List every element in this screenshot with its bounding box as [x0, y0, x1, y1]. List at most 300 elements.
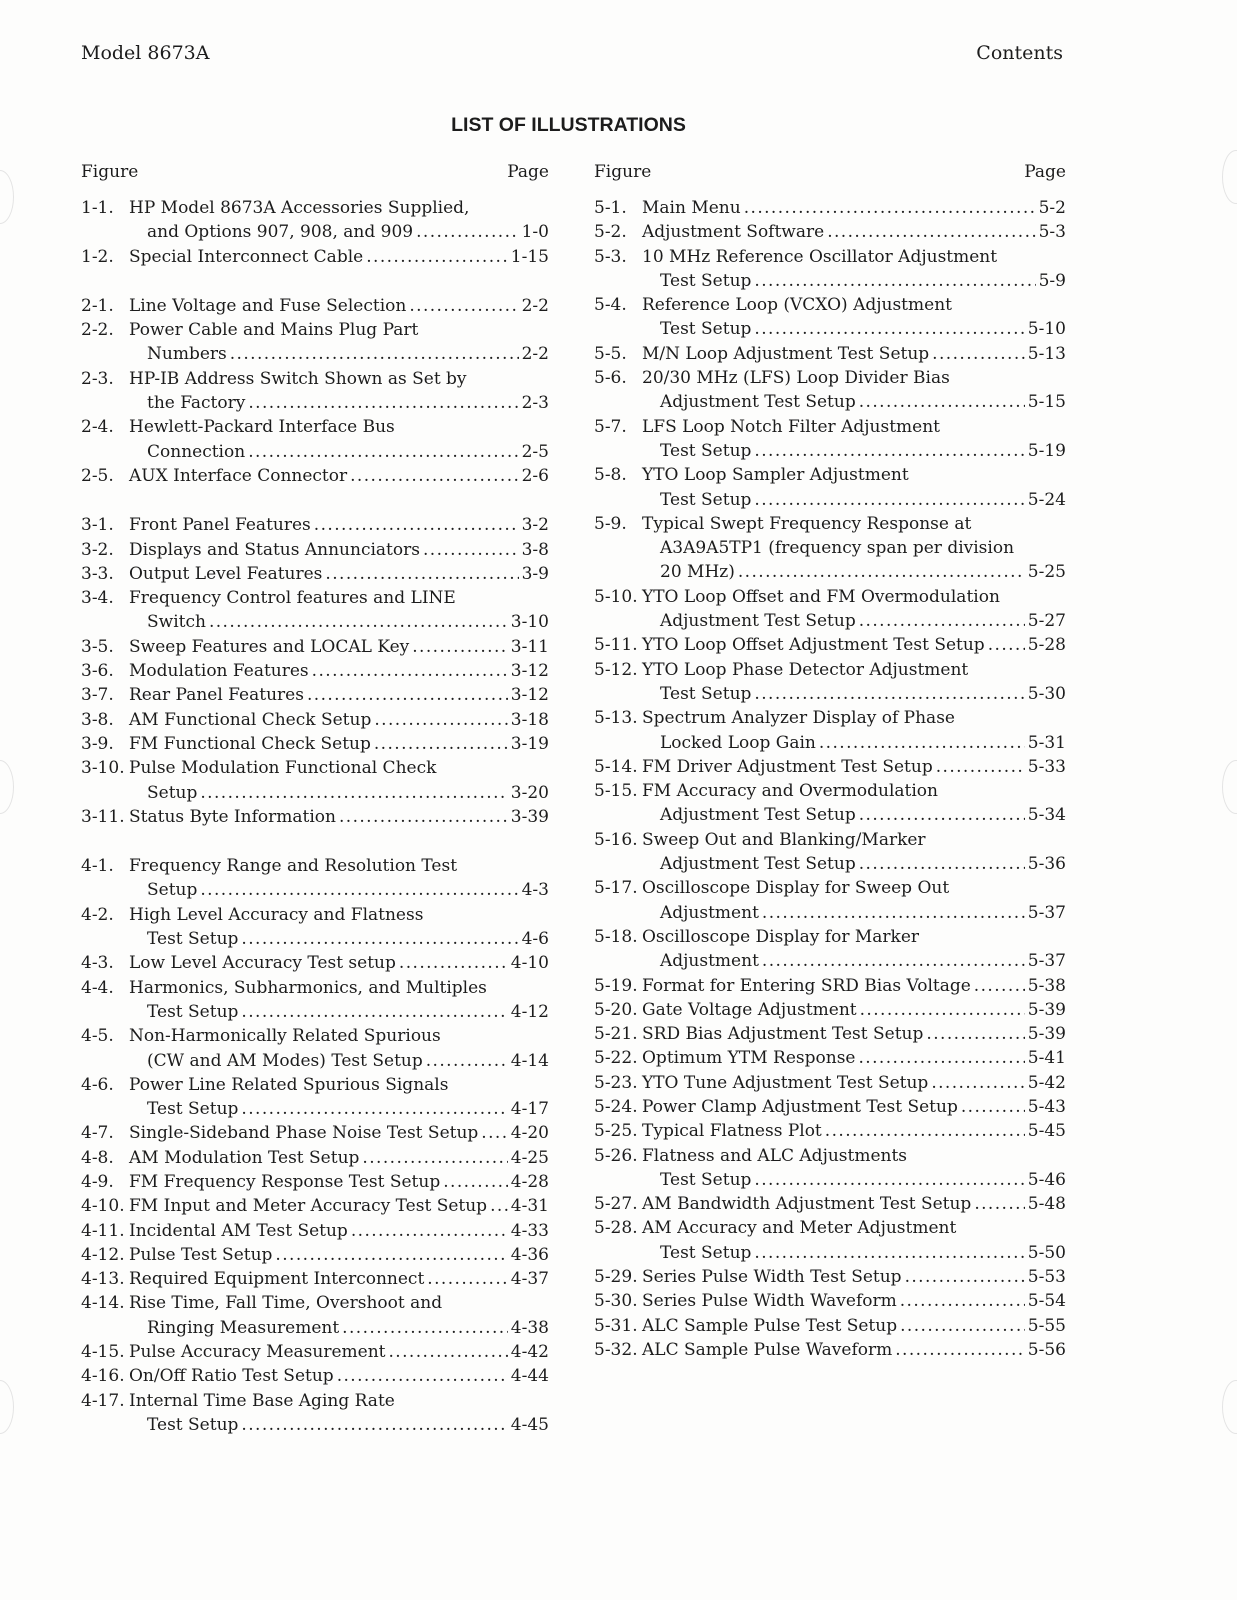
figure-caption: Status Byte Information	[129, 806, 336, 827]
entry-line	[81, 1340, 549, 1364]
figure-entry[interactable]	[594, 706, 1066, 755]
figure-entry[interactable]	[594, 1338, 1066, 1362]
dot-leader	[481, 1121, 508, 1145]
figure-number: 4-6.	[81, 1074, 114, 1095]
figure-caption: Test Setup	[660, 1169, 752, 1190]
figure-caption: AM Functional Check Setup	[129, 709, 372, 730]
dot-leader	[905, 1265, 1025, 1289]
figure-entry[interactable]	[81, 586, 549, 635]
figure-number: 4-8.	[81, 1147, 114, 1168]
figure-entry[interactable]	[594, 779, 1066, 828]
figure-caption: Incidental AM Test Setup	[129, 1220, 348, 1241]
figure-caption: Test Setup	[660, 319, 752, 340]
entry-line	[594, 415, 1066, 439]
figure-entry[interactable]	[594, 1265, 1066, 1289]
figure-caption: Power Line Related Spurious Signals	[129, 1074, 449, 1095]
entry-line	[594, 536, 1066, 560]
dot-leader	[312, 659, 508, 683]
dot-leader	[241, 1000, 507, 1024]
entry-line	[81, 781, 549, 805]
dot-leader	[409, 294, 518, 318]
figure-caption: the Factory	[147, 393, 246, 414]
dot-leader	[351, 1219, 508, 1243]
figure-number: 5-18.	[594, 926, 638, 947]
figure-number: 2-2.	[81, 320, 114, 341]
figure-entry[interactable]	[81, 1121, 549, 1145]
dot-leader	[827, 220, 1035, 244]
entry-line	[81, 1194, 549, 1218]
figure-caption: Connection	[147, 441, 246, 462]
page-number: 5-36	[1027, 854, 1066, 875]
entry-line	[81, 708, 549, 732]
dot-leader	[366, 245, 508, 269]
figure-entry[interactable]	[81, 732, 549, 756]
figure-entry[interactable]	[81, 538, 549, 562]
figure-number: 5-20.	[594, 999, 638, 1020]
entry-line	[81, 220, 549, 244]
figure-caption: Locked Loop Gain	[660, 732, 816, 753]
header-section: Contents	[976, 42, 1063, 64]
page-number: 4-37	[510, 1269, 549, 1290]
figure-entry[interactable]	[81, 318, 549, 367]
figure-number: 5-21.	[594, 1024, 638, 1045]
entry-line	[594, 366, 1066, 390]
entry-line	[81, 245, 549, 269]
figure-caption: (CW and AM Modes) Test Setup	[147, 1050, 423, 1071]
figure-entry[interactable]	[594, 1119, 1066, 1143]
figure-entry[interactable]	[594, 1289, 1066, 1313]
entry-line	[594, 876, 1066, 900]
figure-entry[interactable]	[81, 635, 549, 659]
figure-entry[interactable]	[594, 293, 1066, 342]
figure-entry[interactable]	[81, 245, 549, 269]
figure-number: 2-4.	[81, 417, 114, 438]
page-number: 1-15	[510, 246, 549, 267]
figure-entry[interactable]	[594, 1071, 1066, 1095]
figure-entry[interactable]	[594, 974, 1066, 998]
figure-entry[interactable]	[594, 658, 1066, 707]
figure-number: 5-32.	[594, 1339, 638, 1360]
figure-caption: Output Level Features	[129, 563, 323, 584]
figure-entry[interactable]	[81, 1024, 549, 1073]
figure-caption: LFS Loop Notch Filter Adjustment	[642, 416, 940, 437]
figure-entry[interactable]	[594, 998, 1066, 1022]
entry-line	[81, 1097, 549, 1121]
figure-entry[interactable]	[81, 367, 549, 416]
figure-entry[interactable]	[81, 756, 549, 805]
figure-entry[interactable]	[81, 1291, 549, 1340]
dot-leader	[961, 1095, 1025, 1119]
page-number: 5-46	[1027, 1169, 1066, 1190]
figure-entries	[594, 196, 1066, 1362]
figure-caption: Test Setup	[660, 683, 752, 704]
figure-entry[interactable]	[594, 220, 1066, 244]
figure-entry[interactable]	[594, 755, 1066, 779]
entry-line	[594, 512, 1066, 536]
figure-number: 5-27.	[594, 1194, 638, 1215]
entry-line	[594, 293, 1066, 317]
figure-caption: FM Driver Adjustment Test Setup	[642, 756, 933, 777]
dot-leader	[230, 342, 519, 366]
figure-caption: Pulse Accuracy Measurement	[129, 1342, 386, 1363]
entry-line	[594, 828, 1066, 852]
dot-leader	[412, 635, 508, 659]
dot-leader	[974, 974, 1025, 998]
page-number: 5-55	[1027, 1315, 1066, 1336]
dot-leader	[342, 1316, 508, 1340]
figure-entry[interactable]	[81, 976, 549, 1025]
figure-number: 5-4.	[594, 295, 627, 316]
section-gap	[81, 269, 549, 294]
dot-leader	[859, 609, 1025, 633]
dot-leader	[936, 755, 1025, 779]
entry-line	[81, 1389, 549, 1413]
figure-entry[interactable]	[81, 1267, 549, 1291]
entry-line	[594, 1289, 1066, 1313]
figure-entry[interactable]	[81, 513, 549, 537]
page-number: 5-9	[1038, 270, 1066, 291]
dot-leader	[248, 440, 518, 464]
entry-line	[594, 488, 1066, 512]
entry-line	[594, 755, 1066, 779]
figure-entry[interactable]	[594, 512, 1066, 585]
entry-line	[81, 1243, 549, 1267]
figure-caption: Adjustment Test Setup	[660, 805, 856, 826]
figure-number: 3-3.	[81, 563, 114, 584]
page-number: 5-37	[1027, 902, 1066, 923]
figure-entry[interactable]	[81, 683, 549, 707]
figure-entry[interactable]	[81, 1073, 549, 1122]
entry-line	[81, 976, 549, 1000]
figure-number: 4-14.	[81, 1293, 125, 1314]
page-number: 5-19	[1027, 440, 1066, 461]
entry-line	[81, 927, 549, 951]
dot-leader	[895, 1338, 1025, 1362]
page-number: 5-31	[1027, 732, 1066, 753]
dot-leader	[490, 1194, 508, 1218]
figure-entry[interactable]	[594, 1095, 1066, 1119]
figure-number: 5-3.	[594, 246, 627, 267]
dot-leader	[314, 513, 519, 537]
figure-entry[interactable]	[81, 464, 549, 488]
dot-leader	[860, 998, 1025, 1022]
figure-entry[interactable]	[594, 585, 1066, 634]
page-number: 5-37	[1027, 951, 1066, 972]
dot-leader	[350, 464, 518, 488]
figure-caption: AM Accuracy and Meter Adjustment	[642, 1218, 957, 1239]
figure-entry[interactable]	[594, 415, 1066, 464]
page-number: 3-9	[521, 563, 549, 584]
figure-number: 3-4.	[81, 588, 114, 609]
figure-caption: ALC Sample Pulse Waveform	[642, 1339, 893, 1360]
figure-number: 3-1.	[81, 515, 114, 536]
page-number: 4-14	[510, 1050, 549, 1071]
figure-number: 4-10.	[81, 1196, 125, 1217]
figure-entry[interactable]	[81, 708, 549, 732]
figure-number: 5-15.	[594, 781, 638, 802]
dot-leader	[825, 1119, 1025, 1143]
figure-entry[interactable]	[594, 245, 1066, 294]
binder-hole-mark	[1222, 1380, 1237, 1434]
figure-caption: FM Input and Meter Accuracy Test Setup	[129, 1196, 488, 1217]
figure-caption: YTO Loop Offset Adjustment Test Setup	[642, 635, 985, 656]
page-column-label: Page	[1024, 162, 1066, 182]
page-number: 3-8	[521, 539, 549, 560]
figure-caption: HP Model 8673A Accessories Supplied,	[129, 198, 470, 218]
figure-caption: Test Setup	[147, 1001, 239, 1022]
figure-entry[interactable]	[594, 1314, 1066, 1338]
figure-entry[interactable]	[81, 1219, 549, 1243]
entry-line	[594, 463, 1066, 487]
figure-number: 5-1.	[594, 198, 627, 218]
figure-entry[interactable]	[81, 1243, 549, 1267]
figure-number: 4-13.	[81, 1269, 125, 1290]
figure-number: 5-23.	[594, 1072, 638, 1093]
page-number: 5-34	[1027, 805, 1066, 826]
figure-number: 5-31.	[594, 1315, 638, 1336]
page-title: LIST OF ILLUSTRATIONS	[451, 114, 686, 136]
entry-line	[81, 1000, 549, 1024]
figure-entry[interactable]	[81, 805, 549, 829]
dot-leader	[859, 852, 1025, 876]
figure-entry[interactable]	[594, 1022, 1066, 1046]
page-number: 5-45	[1027, 1121, 1066, 1142]
dot-leader	[362, 1146, 507, 1170]
figure-caption: 20 MHz)	[660, 562, 735, 583]
entry-line	[81, 342, 549, 366]
entry-line	[81, 367, 549, 391]
entry-line	[594, 1241, 1066, 1265]
figure-caption: AM Bandwidth Adjustment Test Setup	[642, 1194, 972, 1215]
figure-entries	[81, 196, 549, 1437]
figure-number: 4-9.	[81, 1171, 114, 1192]
figure-number: 3-9.	[81, 733, 114, 754]
entry-line	[594, 803, 1066, 827]
figure-caption: 10 MHz Reference Oscillator Adjustment	[642, 246, 998, 267]
page-number: 5-15	[1027, 392, 1066, 413]
figure-caption: Numbers	[147, 344, 227, 365]
page-number: 5-28	[1027, 635, 1066, 656]
entry-line	[594, 1192, 1066, 1216]
entry-line	[81, 1146, 549, 1170]
figure-entry[interactable]	[81, 659, 549, 683]
figure-caption: Reference Loop (VCXO) Adjustment	[642, 295, 952, 316]
figure-number: 2-5.	[81, 465, 114, 486]
figure-caption: A3A9A5TP1 (frequency span per division	[660, 538, 1015, 559]
entry-line	[81, 756, 549, 780]
figure-caption: SRD Bias Adjustment Test Setup	[642, 1024, 924, 1045]
entry-line	[81, 610, 549, 634]
figure-entry[interactable]	[81, 1364, 549, 1388]
figure-number: 5-10.	[594, 586, 638, 607]
entry-line	[81, 586, 549, 610]
figure-number: 5-8.	[594, 465, 627, 486]
page-number: 4-38	[510, 1317, 549, 1338]
page-number: 3-19	[510, 733, 549, 754]
dot-leader	[241, 1097, 507, 1121]
dot-leader	[209, 610, 508, 634]
figure-entry[interactable]	[594, 342, 1066, 366]
figure-entry[interactable]	[81, 854, 549, 903]
figure-caption: Single-Sideband Phase Noise Test Setup	[129, 1123, 479, 1144]
column-header	[594, 162, 1066, 186]
figure-caption: Adjustment Test Setup	[660, 611, 856, 632]
figure-list-right	[594, 162, 1066, 1362]
figure-caption: Hewlett-Packard Interface Bus	[129, 417, 395, 438]
figure-entry[interactable]	[81, 196, 549, 245]
figure-entry[interactable]	[594, 1216, 1066, 1265]
figure-entry[interactable]	[594, 1046, 1066, 1070]
entry-line	[594, 731, 1066, 755]
dot-leader	[859, 803, 1025, 827]
entry-line	[81, 513, 549, 537]
entry-line	[81, 391, 549, 415]
entry-line	[594, 1216, 1066, 1240]
entry-line	[81, 951, 549, 975]
entry-line	[81, 538, 549, 562]
figure-caption: FM Frequency Response Test Setup	[129, 1171, 441, 1192]
figure-entry[interactable]	[594, 196, 1066, 220]
figure-caption: FM Accuracy and Overmodulation	[642, 781, 938, 802]
page-number: 5-53	[1027, 1267, 1066, 1288]
binder-hole-mark	[1222, 760, 1237, 814]
figure-number: 3-10.	[81, 758, 125, 779]
page-number: 3-2	[521, 515, 549, 536]
dot-leader	[859, 1046, 1025, 1070]
figure-number: 2-3.	[81, 368, 114, 389]
page-number: 1-0	[521, 222, 549, 243]
figure-caption: Series Pulse Width Waveform	[642, 1291, 897, 1312]
figure-number: 3-2.	[81, 539, 114, 560]
page-number: 5-54	[1027, 1291, 1066, 1312]
dot-leader	[900, 1314, 1025, 1338]
figure-caption: YTO Loop Offset and FM Overmodulation	[642, 586, 1000, 607]
figure-entry[interactable]	[594, 463, 1066, 512]
figure-number: 4-1.	[81, 856, 114, 877]
figure-caption: Switch	[147, 612, 206, 633]
figure-caption: HP-IB Address Switch Shown as Set by	[129, 368, 467, 389]
page-number: 4-28	[510, 1171, 549, 1192]
figure-caption: Non-Harmonically Related Spurious	[129, 1026, 441, 1047]
figure-number: 3-6.	[81, 661, 114, 682]
figure-caption: Series Pulse Width Test Setup	[642, 1267, 902, 1288]
figure-entry[interactable]	[594, 1144, 1066, 1193]
binder-hole-mark	[0, 760, 14, 814]
figure-number: 4-15.	[81, 1342, 125, 1363]
figure-number: 3-8.	[81, 709, 114, 730]
page-number: 2-5	[521, 441, 549, 462]
dot-leader	[754, 488, 1024, 512]
figure-entry[interactable]	[81, 562, 549, 586]
entry-line	[81, 732, 549, 756]
figure-caption: M/N Loop Adjustment Test Setup	[642, 343, 930, 364]
dot-leader	[754, 269, 1035, 293]
page-number: 5-56	[1027, 1339, 1066, 1360]
figure-caption: AUX Interface Connector	[129, 465, 348, 486]
page-number: 5-30	[1027, 683, 1066, 704]
figure-caption: Modulation Features	[129, 661, 309, 682]
dot-leader	[241, 927, 518, 951]
dot-leader	[443, 1170, 508, 1194]
figure-entry[interactable]	[594, 1192, 1066, 1216]
figure-entry[interactable]	[81, 1146, 549, 1170]
figure-entry[interactable]	[594, 925, 1066, 974]
figure-caption: Adjustment	[660, 951, 759, 972]
entry-line	[81, 903, 549, 927]
figure-entry[interactable]	[81, 1194, 549, 1218]
entry-line	[81, 1267, 549, 1291]
binder-hole-mark	[1222, 150, 1237, 204]
figure-caption: Adjustment	[660, 902, 759, 923]
page-number: 5-2	[1038, 198, 1066, 218]
figure-entry[interactable]	[594, 876, 1066, 925]
figure-number: 4-3.	[81, 953, 114, 974]
figure-entry[interactable]	[81, 1389, 549, 1438]
figure-number: 4-11.	[81, 1220, 125, 1241]
entry-line	[594, 560, 1066, 584]
figure-caption: High Level Accuracy and Flatness	[129, 904, 424, 925]
entry-line	[81, 854, 549, 878]
page-number: 3-10	[510, 612, 549, 633]
entry-line	[81, 1291, 549, 1315]
column-header	[81, 162, 549, 186]
entry-line	[594, 1168, 1066, 1192]
figure-caption: and Options 907, 908, and 909	[147, 222, 414, 243]
binder-hole-mark	[0, 170, 14, 224]
entry-line	[81, 196, 549, 220]
figure-caption: Oscilloscope Display for Marker	[642, 926, 920, 947]
figure-number: 4-16.	[81, 1366, 125, 1387]
figure-caption: Test Setup	[147, 1099, 239, 1120]
page-number: 4-3	[521, 880, 549, 901]
figure-entry[interactable]	[594, 366, 1066, 415]
figure-entry[interactable]	[81, 951, 549, 975]
page-number: 3-18	[510, 709, 549, 730]
figure-entry[interactable]	[81, 415, 549, 464]
entry-line	[594, 633, 1066, 657]
page-number: 5-13	[1027, 343, 1066, 364]
entry-line	[594, 1095, 1066, 1119]
dot-leader	[744, 196, 1036, 220]
figure-entry[interactable]	[81, 1340, 549, 1364]
dot-leader	[754, 439, 1024, 463]
figure-caption: Optimum YTM Response	[642, 1048, 856, 1069]
figure-entry[interactable]	[594, 633, 1066, 657]
figure-caption: Setup	[147, 782, 198, 803]
figure-number: 1-2.	[81, 246, 114, 267]
figure-number: 5-25.	[594, 1121, 638, 1142]
entry-line	[81, 1219, 549, 1243]
figure-caption: Adjustment Software	[642, 222, 825, 243]
figure-entry[interactable]	[81, 294, 549, 318]
entry-line	[594, 658, 1066, 682]
dot-leader	[754, 317, 1024, 341]
page-number: 4-12	[510, 1001, 549, 1022]
figure-caption: Pulse Test Setup	[129, 1244, 273, 1265]
figure-caption: Harmonics, Subharmonics, and Multiples	[129, 977, 487, 998]
figure-caption: YTO Loop Phase Detector Adjustment	[642, 659, 969, 680]
figure-entry[interactable]	[81, 1170, 549, 1194]
section-gap	[81, 829, 549, 854]
figure-entry[interactable]	[81, 903, 549, 952]
entry-line	[594, 269, 1066, 293]
dot-leader	[416, 220, 519, 244]
figure-number: 5-14.	[594, 756, 638, 777]
page-number: 3-12	[510, 685, 549, 706]
entry-line	[594, 220, 1066, 244]
figure-entry[interactable]	[594, 828, 1066, 877]
figure-number: 5-19.	[594, 975, 638, 996]
